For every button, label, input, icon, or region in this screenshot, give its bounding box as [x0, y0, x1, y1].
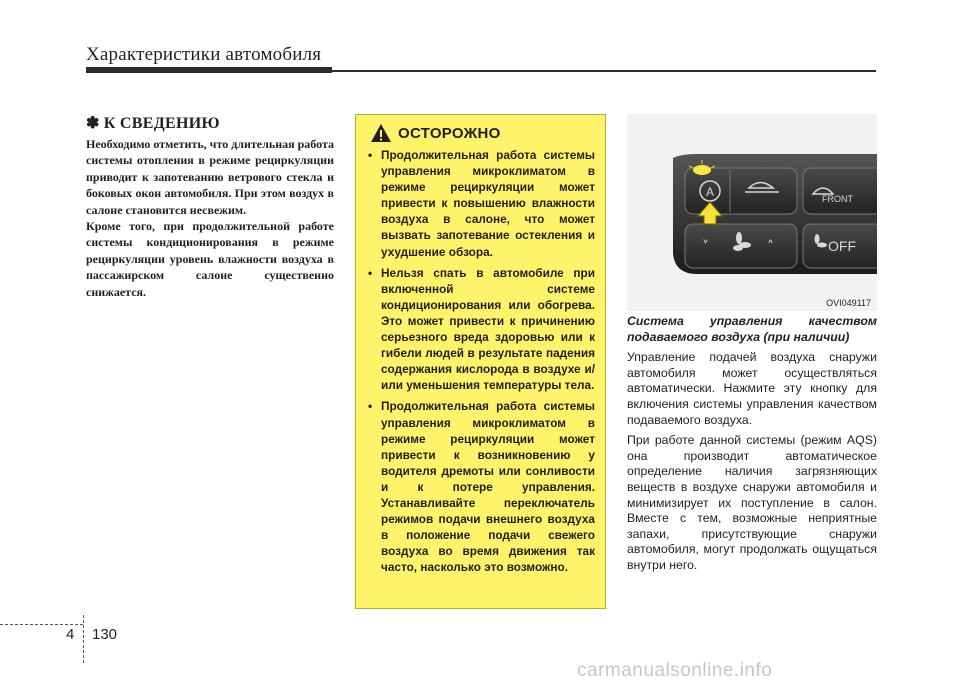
warning-title: ОСТОРОЖНО	[398, 124, 501, 142]
warning-list	[366, 147, 595, 575]
note-symbol: ✽	[86, 115, 100, 132]
watermark: carmanualsonline.info	[577, 660, 773, 681]
page-number: 130	[92, 626, 118, 643]
fan-decrease-icon: ˅	[702, 239, 709, 255]
information-title	[86, 113, 334, 133]
section-number: 4	[66, 626, 75, 643]
footer-divider-vertical	[83, 615, 84, 663]
warning-header	[370, 123, 595, 143]
information-title-text: К СВЕДЕНИЮ	[103, 115, 220, 132]
warning-item: • Продолжительная работа системы управления микроклиматом в режиме рециркуляции может привести к возникновению у водителя дремоты или сонливости и к потере управления. Устанавливайте переключатель режимов подачи внешнего воздуха в положение подачи свежего воздуха во время движения так часто, насколько это возможно.	[368, 399, 595, 575]
fan-increase-icon: ˄	[767, 239, 774, 255]
indicator-light-icon	[693, 165, 711, 175]
climate-panel-illustration	[627, 114, 877, 311]
warning-triangle-icon	[370, 123, 392, 143]
aqs-label: A	[706, 185, 715, 199]
header-rule-thin	[332, 70, 876, 72]
warning-item: • Продолжительная работа системы управления микроклиматом в режиме рециркуляции может привести к повышению влажности воздуха в салоне, что может вызвать запотевание остекления и ухудшение обзора.	[368, 148, 595, 259]
section-paragraph: При работе данной системы (режим AQS) она производит автоматическое определение наличия загрязняющих веществ в воздухе снаружи автомобиля и минимизирует их поступление в салон. Вместе с тем, возможные неприятные запахи, присутствующие снаружи автомобиля, могут продолжать ощущаться внутри него.	[627, 433, 877, 572]
header-rule-thick	[86, 67, 332, 73]
section-paragraph: Управление подачей воздуха снаружи автомобиля может осуществляться автоматически. Нажмите эту кнопку для включения системы управления качеством подаваемого воздуха.	[627, 350, 877, 427]
page-header-title: Характеристики автомобиля	[86, 44, 322, 65]
fan-off-label: OFF	[828, 238, 856, 254]
footer-divider-horizontal	[0, 624, 83, 625]
figure-code: OVI049117	[826, 298, 871, 308]
section-caption: Система управления качеством подаваемого воздуха (при наличии)	[627, 314, 877, 344]
warning-item: • Нельзя спать в автомобиле при включенной системе кондиционирования или обогрева. Это может привести к причинению серьезного вреда здоровью или к гибели людей в результате падения содержания кислорода в воздухе и/или уменьшения температуры тела.	[368, 265, 595, 393]
front-defrost-label: FRONT	[822, 194, 853, 204]
warning-box	[355, 114, 606, 609]
air-quality-section	[627, 314, 877, 579]
information-paragraph: Кроме того, при продолжительной работе системы кондиционирования в режиме рециркуляции уровень влажности воздуха в пассажирском салоне существенно снижается.	[86, 219, 334, 299]
information-note	[86, 113, 334, 300]
information-paragraph: Необходимо отметить, что длительная работа системы отопления в режиме рециркуляции приводит к запотеванию ветрового стекла и боковых окон автомобиля. При этом воздух в салоне становится несвежим.	[86, 137, 335, 217]
climate-control-figure	[627, 114, 877, 311]
